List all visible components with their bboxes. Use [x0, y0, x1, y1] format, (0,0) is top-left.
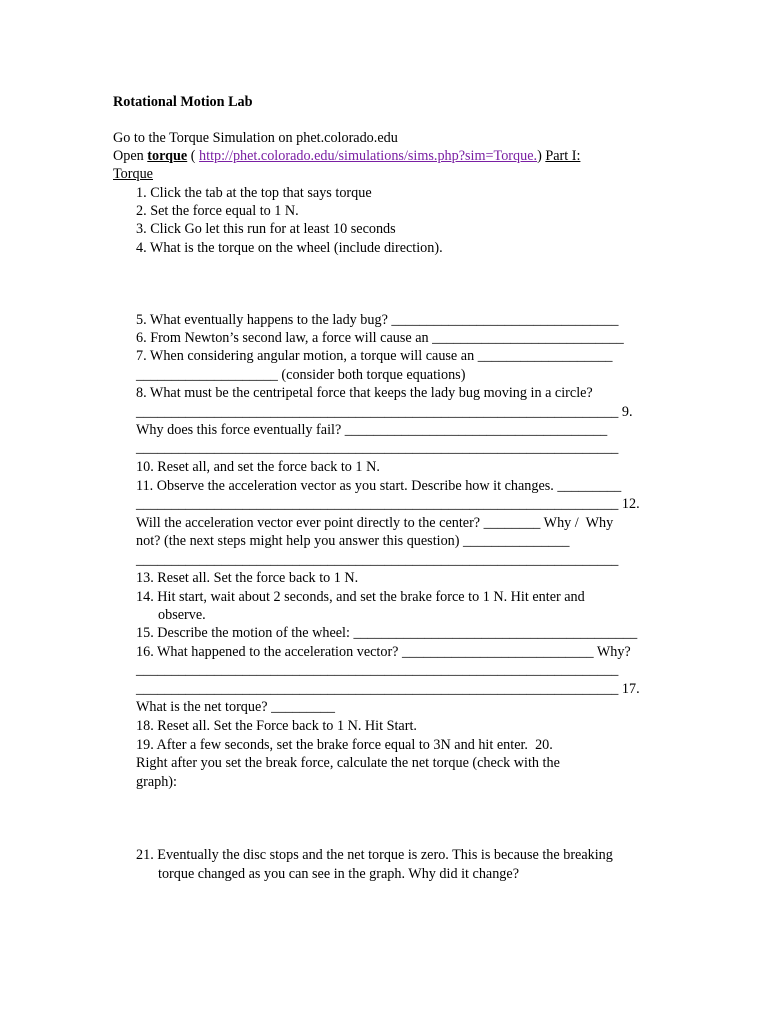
list-item: observe.	[158, 607, 206, 623]
list-item: graph):	[136, 774, 177, 790]
list-item: 19. After a few seconds, set the brake force equal to 3N and hit enter. 20.	[136, 737, 553, 753]
list-item: ____________________________________________________________________	[136, 662, 619, 678]
list-item: 2. Set the force equal to 1 N.	[136, 203, 299, 219]
list-item: 16. What happened to the acceleration vector? ___________________________ Why?	[136, 644, 631, 660]
phet-link[interactable]: http://phet.colorado.edu/simulations/sims.php?sim=Torque.	[199, 148, 538, 164]
list-item: 15. Describe the motion of the wheel: ________________________________________	[136, 625, 638, 641]
list-item: 13. Reset all. Set the force back to 1 N.	[136, 570, 359, 586]
list-item: not? (the next steps might help you answer this question) _______________	[136, 533, 570, 549]
open-paren: (	[187, 148, 200, 164]
list-item: 14. Hit start, wait about 2 seconds, and set the brake force to 1 N. Hit enter and	[136, 589, 585, 605]
list-item: Will the acceleration vector ever point directly to the center? ________ Why / Why	[136, 515, 614, 531]
list-item: ____________________ (consider both torque equations)	[136, 367, 466, 383]
page-title: Rotational Motion Lab	[113, 94, 253, 110]
list-item: ____________________________________________________________________	[136, 440, 619, 456]
list-item: 6. From Newton’s second law, a force will cause an ___________________________	[136, 330, 624, 346]
list-item: 5. What eventually happens to the lady bug? ________________________________	[136, 312, 619, 328]
list-item: 21. Eventually the disc stops and the net torque is zero. This is because the breaking	[136, 847, 613, 863]
list-item: 18. Reset all. Set the Force back to 1 N. Hit Start.	[136, 718, 417, 734]
list-item: What is the net torque? _________	[136, 699, 335, 715]
list-item: ____________________________________________________________________ 17.	[136, 681, 640, 697]
open-line	[113, 147, 580, 165]
list-item: Why does this force eventually fail? _____________________________________	[136, 422, 608, 438]
list-item: ____________________________________________________________________ 12.	[136, 496, 640, 512]
part-label-cont: Torque	[113, 166, 153, 182]
list-item: 1. Click the tab at the top that says torque	[136, 185, 372, 201]
list-item: ____________________________________________________________________ 9.	[136, 404, 633, 420]
open-torque-label: torque	[147, 148, 188, 164]
list-item: 8. What must be the centripetal force that keeps the lady bug moving in a circle?	[136, 385, 593, 401]
list-item: 3. Click Go let this run for at least 10 seconds	[136, 221, 396, 237]
list-item: 7. When considering angular motion, a torque will cause an ___________________	[136, 348, 613, 364]
part-label: Part I:	[545, 148, 581, 164]
list-item: 10. Reset all, and set the force back to 1 N.	[136, 459, 380, 475]
close-paren: )	[537, 148, 542, 164]
list-item: 4. What is the torque on the wheel (include direction).	[136, 240, 443, 256]
open-prefix: Open	[113, 148, 148, 164]
intro-line: Go to the Torque Simulation on phet.colorado.edu	[113, 130, 398, 146]
list-item: ____________________________________________________________________	[136, 552, 619, 568]
list-item: torque changed as you can see in the graph. Why did it change?	[158, 866, 519, 882]
list-item: Right after you set the break force, calculate the net torque (check with the	[136, 755, 560, 771]
list-item: 11. Observe the acceleration vector as you start. Describe how it changes. _________	[136, 478, 622, 494]
